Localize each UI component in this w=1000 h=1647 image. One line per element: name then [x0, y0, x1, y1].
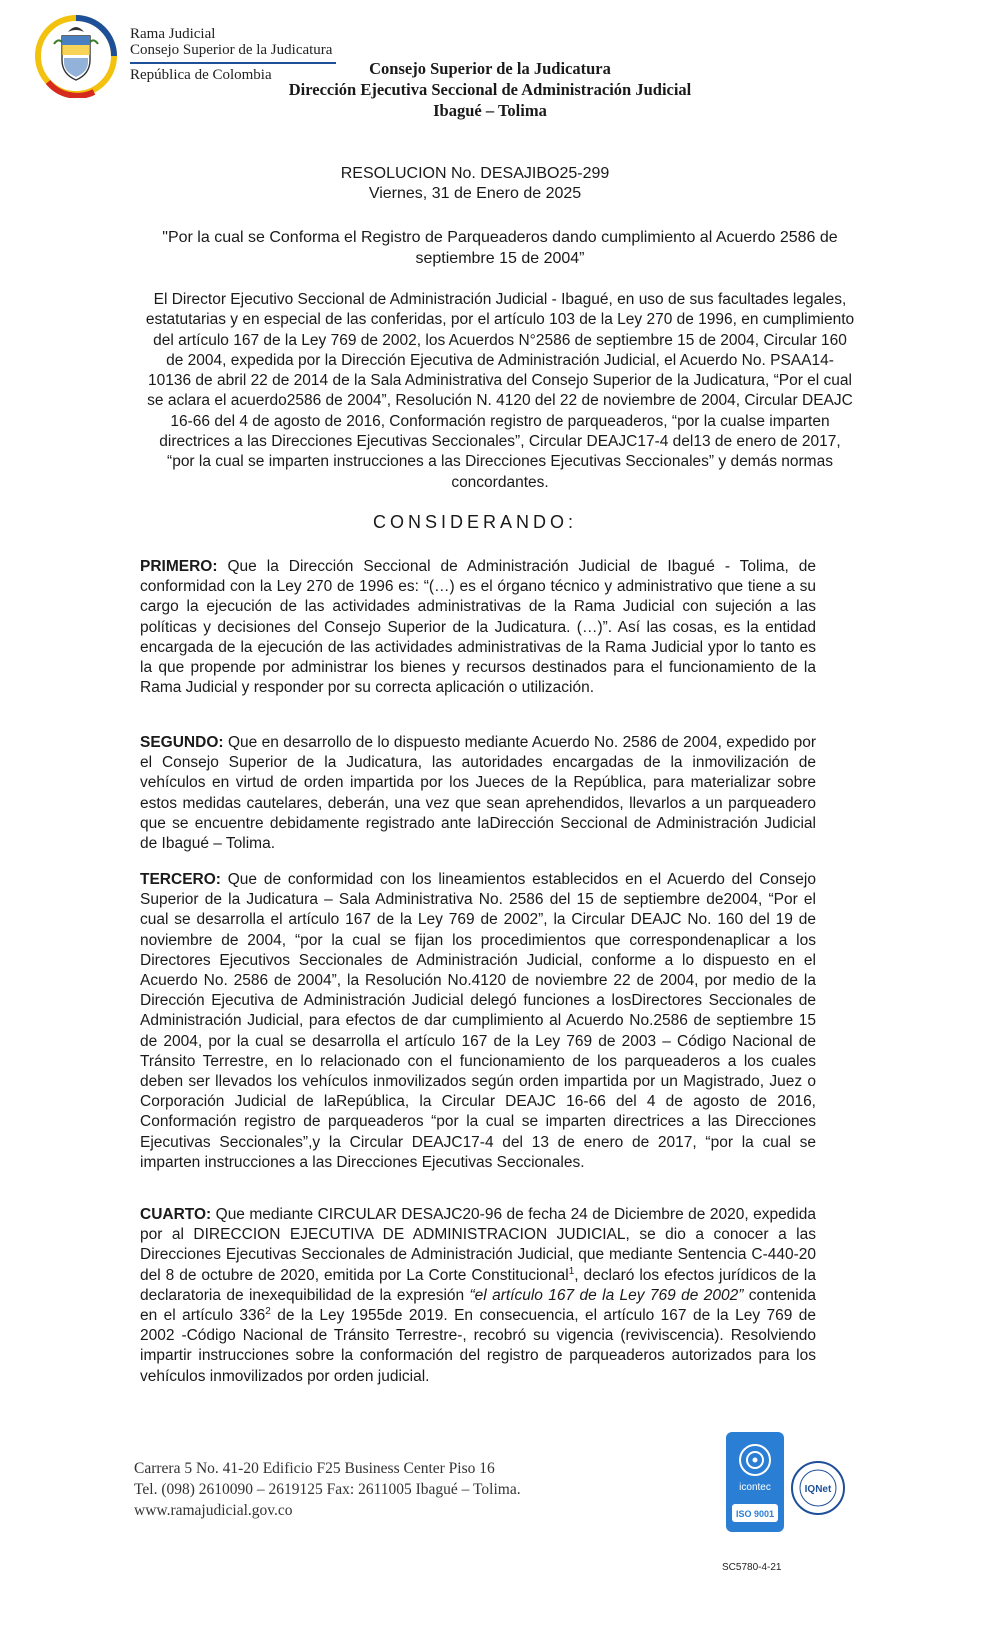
paragraph-quote: “el artículo 167 de la Ley 769 de 2002”	[469, 1286, 744, 1304]
brand-line-3: República de Colombia	[130, 67, 272, 83]
colombia-coat-of-arms-icon	[34, 14, 118, 98]
paragraph-text: Que en desarrollo de lo dispuesto mediante Acuerdo No. 2586 de 2004, expedido por el Consejo Superior de la Judicatura, las autoridades encargadas de la inmovilización de vehículos en virtud de orden impartida por los Jueces de la República, para materializar sobre estos medidas cautelares, deberán, una vez que sean aprehendidos, llevarlos a un parqueadero que se encuentre debidamente registrado ante laDirección Seccional de Administración Judicial de Ibagué – Tolima.	[140, 734, 816, 853]
footer-website: www.ramajudicial.gov.co	[134, 1502, 293, 1519]
office-line-2: Dirección Ejecutiva Seccional de Administración Judicial	[288, 80, 692, 99]
icontec-certification-icon	[726, 1432, 784, 1532]
resolution-header	[150, 164, 800, 204]
paragraph-cuarto	[140, 1205, 816, 1387]
resolution-date: Viernes, 31 de Enero de 2025	[368, 185, 582, 202]
footer-phones: Tel. (098) 2610090 – 2619125 Fax: 2611005 Ibagué – Tolima.	[134, 1481, 521, 1498]
considerando-heading: CONSIDERANDO:	[372, 512, 577, 532]
footer-address: Carrera 5 No. 41-20 Edificio F25 Business Center Piso 16	[134, 1460, 495, 1477]
iso-label: ISO 9001	[735, 1509, 775, 1519]
iqnet-label: IQNet	[804, 1484, 832, 1495]
paragraph-text: de la Ley 1955de 2019. En consecuencia, el artículo 167 de la Ley 769 de 2002 -Código Nacional de Tránsito Terrestre-, recobró su vigencia (reviviscencia). Resolviendo impartir instrucciones sobre la conformación del registro de parqueaderos autorizados para los vehículos inmovilizados por orden judicial.	[140, 1307, 816, 1385]
certification-code: SC5780-4-21	[722, 1562, 782, 1573]
resolution-number: RESOLUCION No. DESAJIBO25-299	[340, 165, 610, 182]
brand-line-2: Consejo Superior de la Judicatura	[130, 42, 333, 58]
paragraph-text: contenida en el artículo 336	[140, 1286, 816, 1325]
brand-line-1: Rama Judicial	[130, 26, 216, 42]
office-heading	[230, 58, 750, 121]
office-line-3: Ibagué – Tolima	[433, 101, 547, 120]
paragraph-primero	[140, 557, 816, 698]
icontec-label: icontec	[739, 1482, 771, 1493]
paragraph-label: CUARTO:	[140, 1206, 212, 1223]
footnote-ref-2: 2	[265, 1305, 271, 1317]
paragraph-label: TERCERO:	[140, 871, 221, 888]
paragraph-label: SEGUNDO:	[140, 734, 224, 751]
resolution-preamble: El Director Ejecutivo Seccional de Administración Judicial - Ibagué, en uso de sus facultades legales, estatutarias y en especial de las conferidas, por el artículo 103 de la Ley 270 de 1996, en cumplimiento del artículo 167 de la Ley 769 de 2002, los Acuerdos N°2586 de septiembre 15 de 2004, Circular 160 de 2004, expedida por la Dirección Ejecutiva de Administración Judicial, el Acuerdo No. PSAA14-10136 de abril 22 de 2014 de la Sala Administrativa del Consejo Superior de la Judicatura, “Por el cual se aclara el acuerdo2586 de 2004”, Resolución N. 4120 del 22 de noviembre de 2004, Circular DEAJC 16-66 del 4 de agosto de 2016, Conformación registro de parqueaderos, “por la cualse imparten directrices a las Direcciones Ejecutivas Seccionales”, Circular DEAJC17-4 del13 de enero de 2017, “por la cual se imparten instrucciones a las Direcciones Ejecutivas Seccionales” y demás normas concordantes.	[145, 291, 855, 491]
paragraph-label: PRIMERO:	[140, 558, 218, 575]
iqnet-certification-icon	[790, 1460, 846, 1516]
office-line-1: Consejo Superior de la Judicatura	[369, 59, 611, 78]
paragraph-tercero	[140, 870, 816, 1173]
resolution-subject: "Por la cual se Conforma el Registro de Parqueaderos dando cumplimiento al Acuerdo 2586 de septiembre 15 de 2004”	[162, 229, 838, 267]
footnote-ref-1: 1	[568, 1265, 575, 1277]
paragraph-segundo	[140, 733, 816, 854]
paragraph-text: , declaró los efectos jurídicos de la declaratoria de inexequibilidad de la expresión	[140, 1266, 816, 1304]
footer-contact	[134, 1458, 521, 1521]
paragraph-text: Que de conformidad con los lineamientos establecidos en el Acuerdo del Consejo Superior de la Judicatura – Sala Administrativa No. 2586 del 15 de septiembre de2004, “Por el cual se desarrolla el artículo 167 de la Ley 769 de 2002”, la Circular DEAJC No. 160 del 19 de noviembre de 2004, “por la cual se fijan los procedimientos que correspondenaplicar a los Directores Ejecutivos Seccionales de Administración Judicial, conforme a lo dispuesto en el Acuerdo No. 2586 de 2004”, la Resolución No.4120 de noviembre 22 de 2004, por medio de la Dirección Ejecutiva de Administración Judicial delegó funciones a losDirectores Seccionales de Administración Judicial, para efectos de dar cumplimiento al Acuerdo No.2586 de septiembre 15 de 2004, por la cual se desarrolla el artículo 167 de la Ley 769 de 2003 – Código Nacional de Tránsito Terrestre, en lo relacionado con el funcionamiento de los parqueaderos a los cuales deben ser llevados los vehículos inmovilizados según orden impartida por un Magistrado, Juez o Corporación Judicial de laRepública, la Circular DEAJC 16-66 del 4 de agosto de 2016, Conformación registro de parqueaderos “por la cual se imparten directrices a las Direcciones Ejecutivas Seccionales”,y la Circular DEAJC17-4 del 13 de enero de 2017, “por la cual se imparten instrucciones a las Direcciones Ejecutivas Seccionales.	[140, 871, 816, 1171]
paragraph-text: Que mediante CIRCULAR DESAJC20-96 de fecha 24 de Diciembre de 2020, expedida por al DIRECCION EJECUTIVA DE ADMINISTRACION JUDICIAL, se dio a conocer a las Direcciones Ejecutivas Seccionales de Administración Judicial, que mediante Sentencia C-440-20 del 8 de octubre de 2020, emitida por La Corte Constitucional	[140, 1206, 816, 1284]
paragraph-text: Que la Dirección Seccional de Administración Judicial de Ibagué - Tolima, de conformidad con la Ley 270 de 1996 es: “(…) es el órgano técnico y administrativo que tiene a su cargo la ejecución de las actividades administrativas de la Rama Judicial con sujeción a las políticas y decisiones del Consejo Superior de la Judicatura. (…)”. Así las cosas, es la entidad encargada de la ejecución de las actividades administrativas de la Rama Judicial ypor lo tanto es la que propende por administrar los bienes y recursos destinados para el funcionamiento de la Rama Judicial y responder por su correcta aplicación o utilización.	[140, 558, 816, 697]
